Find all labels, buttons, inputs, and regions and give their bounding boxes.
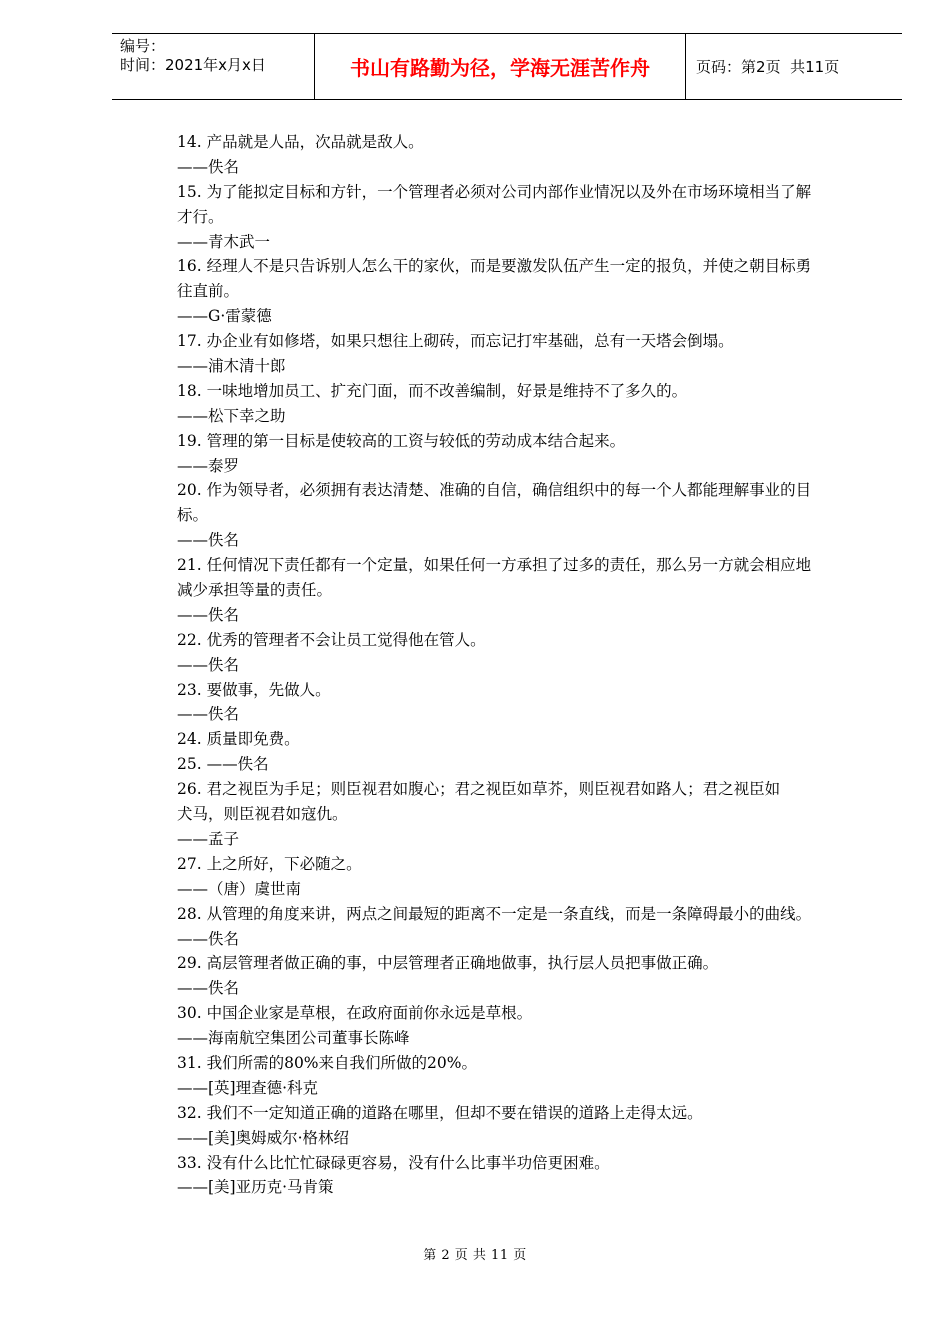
- quote-list: [177, 130, 867, 1200]
- text-line: 26. 君之视臣为手足；则臣视君如腹心；君之视臣如草芥，则臣视君如路人；君之视臣如: [177, 780, 781, 799]
- text-line: 30. 中国企业家是草根，在政府面前你永远是草根。: [177, 1004, 533, 1023]
- text-line: ——佚名: [177, 705, 240, 724]
- text-line: 15. 为了能拟定目标和方针，一个管理者必须对公司内部作业情况以及外在市场环境相当了解: [177, 182, 812, 201]
- text-line: ——佚名: [177, 605, 240, 624]
- text-line: ——佚名: [177, 979, 240, 998]
- text-line: ——佚名: [177, 157, 240, 176]
- page-info-middle: 页 共: [765, 58, 806, 76]
- text-line: 往直前。: [177, 282, 240, 301]
- page-total: 11: [805, 57, 825, 76]
- text-line: ——佚名: [177, 929, 240, 948]
- text-line: 17. 办企业有如修塔，如果只想往上砌砖，而忘记打牢基础，总有一天塔会倒塌。: [177, 332, 734, 351]
- text-line: ——[美]奥姆威尔·格林绍: [177, 1128, 350, 1147]
- text-line: ——佚名: [177, 531, 240, 550]
- text-line: ——青木武一: [177, 232, 271, 251]
- text-line: ——[美]亚历克·马肯策: [177, 1178, 334, 1197]
- text-line: ——（唐）虞世南: [177, 879, 302, 898]
- text-line: ——浦木清十郎: [177, 357, 286, 376]
- page-header: [112, 33, 902, 100]
- text-line: 24. 质量即免费。: [177, 730, 300, 749]
- text-line: 减少承担等量的责任。: [177, 581, 333, 600]
- text-line: 28. 从管理的角度来讲，两点之间最短的距离不一定是一条直线，而是一条障碍最小的曲线。: [177, 904, 812, 923]
- text-line: 18. 一味地增加员工、扩充门面，而不改善编制，好景是维持不了多久的。: [177, 381, 688, 400]
- header-motto: 书山有路勤为径，学海无涯苦作舟: [314, 34, 686, 99]
- text-line: 犬马，则臣视君如寇仇。: [177, 805, 348, 824]
- text-line: ——孟子: [177, 829, 240, 848]
- text-line: ——松下幸之助: [177, 406, 286, 425]
- text-line: 27. 上之所好，下必随之。: [177, 854, 362, 873]
- header-meta: [112, 34, 314, 99]
- text-line: 31. 我们所需的80%来自我们所做的20%。: [177, 1053, 477, 1072]
- text-line: 16. 经理人不是只告诉别人怎么干的家伙，而是要激发队伍产生一定的报负，并使之朝目标勇: [177, 257, 812, 276]
- document-number-label: 编号：: [120, 37, 166, 55]
- text-line: 14. 产品就是人品，次品就是敌人。: [177, 133, 424, 151]
- text-line: 33. 没有什么比忙忙碌碌更容易，没有什么比事半功倍更困难。: [177, 1153, 610, 1172]
- header-page-info: [686, 34, 902, 99]
- text-line: ——G·雷蒙德: [177, 307, 272, 326]
- text-line: 21. 任何情况下责任都有一个定量，如果任何一方承担了过多的责任，那么另一方就会相应地: [177, 556, 812, 575]
- text-line: 23. 要做事，先做人。: [177, 680, 331, 699]
- text-line: ——海南航空集团公司董事长陈峰: [177, 1029, 410, 1048]
- text-line: ——[英]理查德·科克: [177, 1078, 319, 1097]
- document-time-label: 时间：2021年x月x日: [120, 56, 266, 74]
- text-line: 29. 高层管理者做正确的事，中层管理者正确地做事，执行层人员把事做正确。: [177, 954, 719, 973]
- page-info-prefix: 页码：第: [696, 58, 757, 76]
- text-line: 20. 作为领导者，必须拥有表达清楚、准确的自信，确信组织中的每一个人都能理解事业的目: [177, 481, 812, 500]
- page-current: 2: [756, 57, 766, 76]
- page-info-suffix: 页: [824, 58, 840, 76]
- text-line: 标。: [177, 506, 209, 525]
- text-line: 32. 我们不一定知道正确的道路在哪里，但却不要在错误的道路上走得太远。: [177, 1103, 703, 1122]
- text-line: 22. 优秀的管理者不会让员工觉得他在管人。: [177, 630, 486, 649]
- text-line: 才行。: [177, 207, 224, 226]
- text-line: 19. 管理的第一目标是使较高的工资与较低的劳动成本结合起来。: [177, 431, 626, 450]
- text-line: 25. ——佚名: [177, 755, 269, 774]
- page-footer: 第 2 页 共 11 页: [423, 1248, 527, 1263]
- text-line: ——泰罗: [177, 456, 240, 475]
- text-line: ——佚名: [177, 655, 240, 674]
